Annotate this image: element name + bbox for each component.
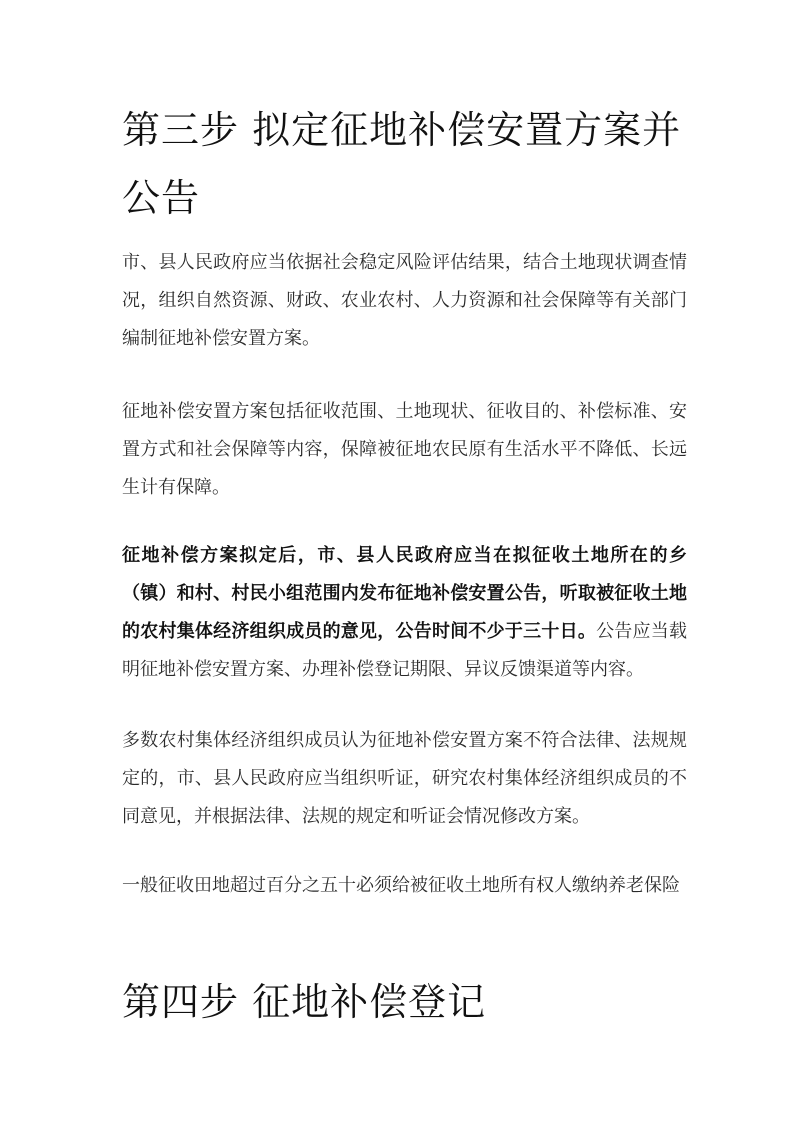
announcement-bold-text: 征地补偿方案拟定后，市、县人民政府应当在拟征收土地所在的乡（镇）和村、村民小组范围内发布征地补偿安置公告，听取被征收土地的农村集体经济组织成员的意见，公告时间不少于三十日。 bbox=[122, 545, 687, 642]
section-4-heading: 第四步 征地补偿登记 bbox=[122, 980, 487, 1024]
paragraph-pension-insurance: 一般征收田地超过百分之五十必须给被征收土地所有权人缴纳养老保险 bbox=[122, 875, 680, 896]
paragraph-hearing: 多数农村集体经济组织成员认为征地补偿安置方案不符合法律、法规规定的，市、县人民政府应当组织听证，研究农村集体经济组织成员的不同意见，并根据法律、法规的规定和听证会情况修改方案。 bbox=[122, 730, 687, 827]
announcement-normal-text: 公告应当载明征地补偿安置方案、办理补偿登记期限、异议反馈渠道等内容。 bbox=[122, 621, 688, 680]
paragraph-plan-contents: 征地补偿安置方案包括征收范围、土地现状、征收目的、补偿标准、安置方式和社会保障等内容，保障被征地农民原有生活水平不降低、长远生计有保障。 bbox=[122, 401, 687, 498]
section-3-heading: 第三步 拟定征地补偿安置方案并公告 bbox=[122, 108, 682, 220]
paragraph-drafting-plan: 市、县人民政府应当依据社会稳定风险评估结果，结合土地现状调查情况，组织自然资源、财政、农业农村、人力资源和社会保障等有关部门编制征地补偿安置方案。 bbox=[122, 252, 687, 349]
paragraph-announcement bbox=[122, 537, 687, 689]
